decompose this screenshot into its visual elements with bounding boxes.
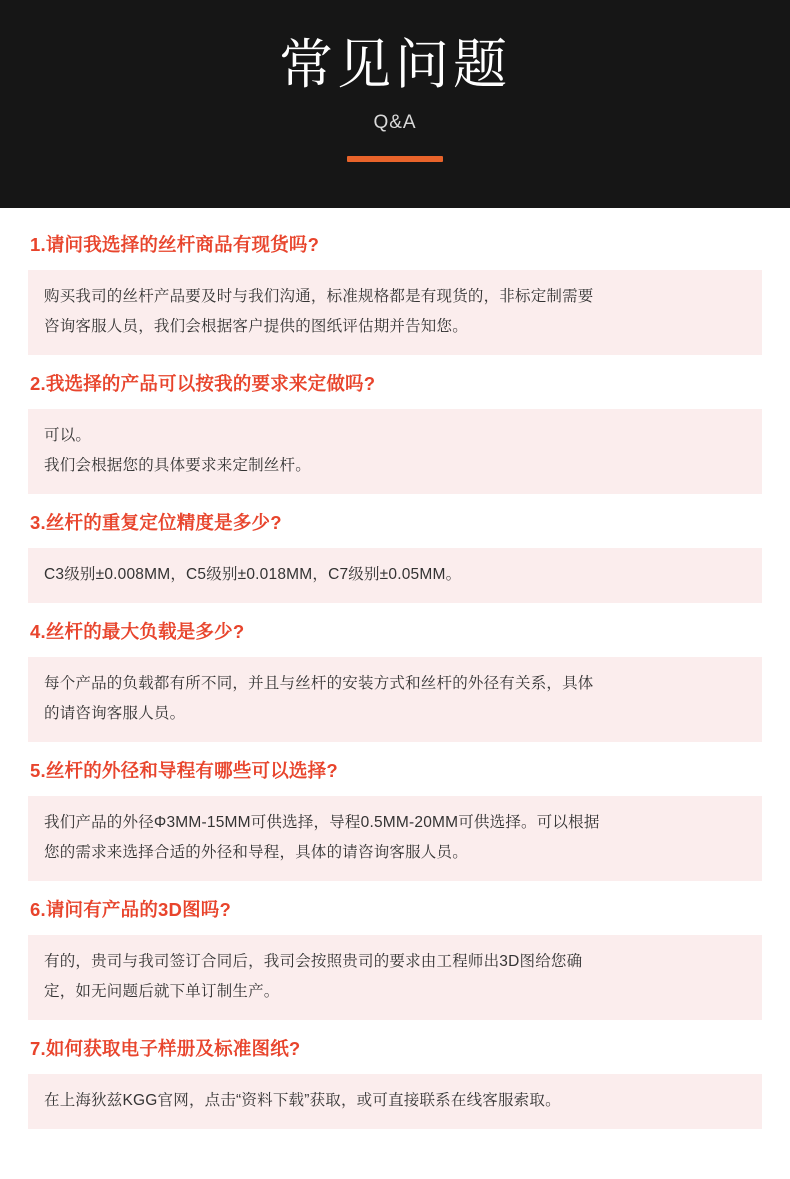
faq-answer-line: 有的，贵司与我司签订合同后，我司会按照贵司的要求由工程师出3D图给您确	[44, 953, 583, 970]
faq-answer-line: 在上海狄兹KGG官网，点击“资料下载”获取，或可直接联系在线客服索取。	[44, 1092, 561, 1109]
faq-answer	[28, 657, 762, 742]
faq-question: 3.丝杆的重复定位精度是多少?	[30, 512, 282, 533]
faq-answer-line: 购买我司的丝杆产品要及时与我们沟通，标准规格都是有现货的，非标定制需要	[44, 288, 594, 305]
faq-item	[28, 369, 762, 494]
faq-question: 7.如何获取电子样册及标准图纸?	[30, 1038, 301, 1059]
faq-answer	[28, 270, 762, 355]
faq-answer	[28, 935, 762, 1020]
faq-list	[0, 208, 790, 1169]
page-subtitle: Q&A	[373, 112, 417, 133]
faq-answer-line: 定，如无问题后就下单订制生产。	[44, 983, 280, 1000]
faq-answer-line: 每个产品的负载都有所不同，并且与丝杆的安装方式和丝杆的外径有关系，具体	[44, 675, 594, 692]
faq-question: 2.我选择的产品可以按我的要求来定做吗?	[30, 373, 376, 394]
faq-item	[28, 230, 762, 355]
faq-answer	[28, 548, 762, 603]
faq-item	[28, 617, 762, 742]
faq-answer-line: 咨询客服人员，我们会根据客户提供的图纸评估期并告知您。	[44, 318, 468, 335]
accent-divider	[347, 156, 443, 162]
faq-answer-line: 我们产品的外径Φ3MM-15MM可供选择，导程0.5MM-20MM可供选择。可以根据	[44, 814, 600, 831]
faq-question: 5.丝杆的外径和导程有哪些可以选择?	[30, 760, 338, 781]
faq-answer-line: 可以。	[44, 427, 92, 444]
faq-item	[28, 1034, 762, 1129]
faq-item	[28, 895, 762, 1020]
faq-answer	[28, 796, 762, 881]
faq-answer	[28, 1074, 762, 1129]
faq-answer-line: 我们会根据您的具体要求来定制丝杆。	[44, 457, 311, 474]
page-title: 常见问题	[279, 35, 511, 95]
faq-answer-line: C3级别±0.008MM，C5级别±0.018MM，C7级别±0.05MM。	[44, 566, 462, 583]
faq-answer-line: 的请咨询客服人员。	[44, 705, 186, 722]
faq-item	[28, 756, 762, 881]
page-header	[0, 0, 790, 208]
faq-question: 6.请问有产品的3D图吗?	[30, 899, 231, 920]
faq-question: 4.丝杆的最大负载是多少?	[30, 621, 245, 642]
faq-answer	[28, 409, 762, 494]
faq-question: 1.请问我选择的丝杆商品有现货吗?	[30, 234, 320, 255]
faq-item	[28, 508, 762, 603]
faq-answer-line: 您的需求来选择合适的外径和导程，具体的请咨询客服人员。	[44, 844, 468, 861]
